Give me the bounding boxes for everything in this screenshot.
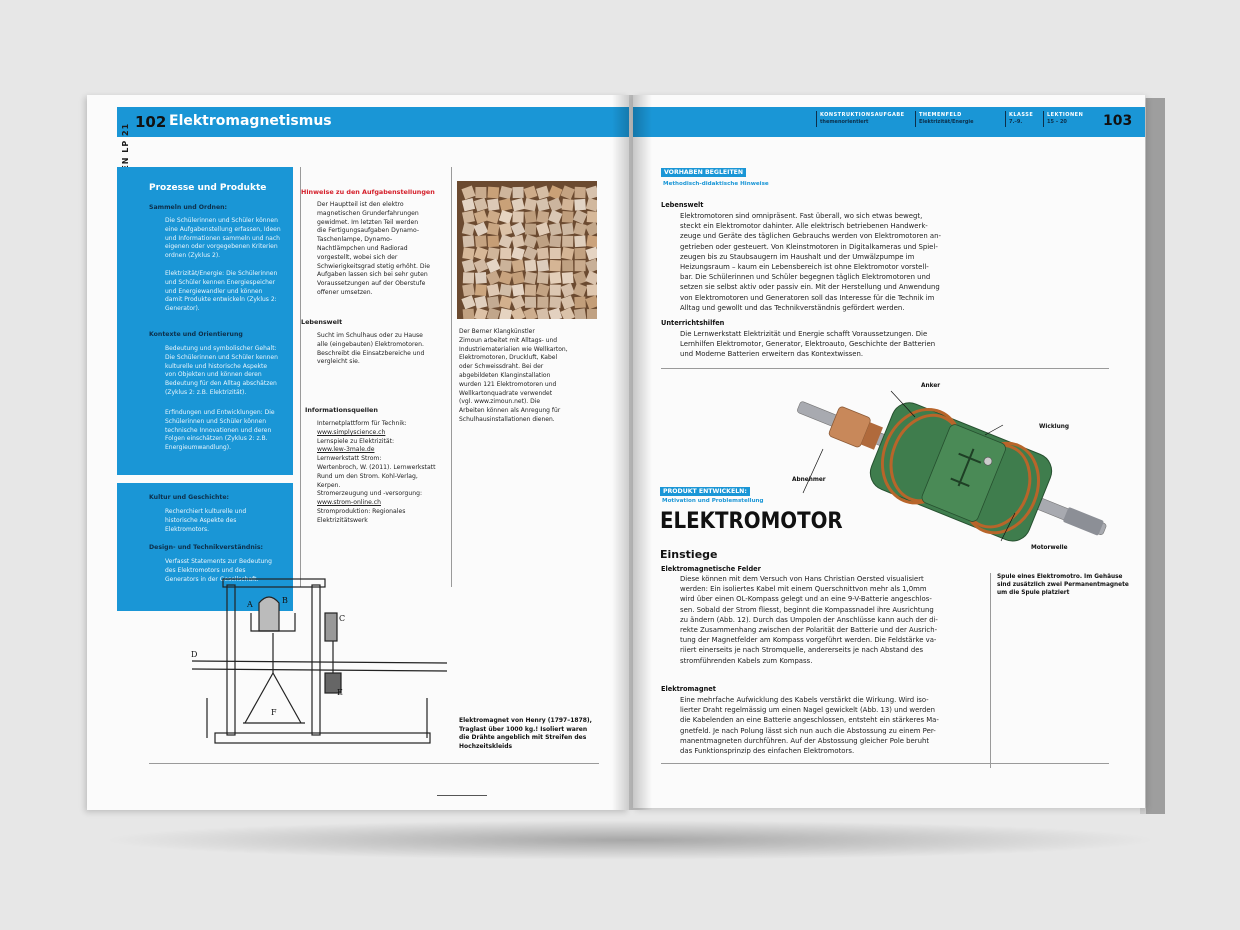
- cardboard-square: [474, 247, 488, 261]
- cardboard-square: [549, 296, 561, 308]
- cardboard-square: [573, 283, 587, 297]
- cardboard-square: [562, 260, 573, 271]
- cardboard-square: [486, 271, 501, 286]
- cardboard-square: [574, 248, 585, 259]
- cardboard-square: [461, 295, 475, 309]
- engraving-letter: B: [282, 596, 288, 605]
- mosaic-caption: Der Berner Klangkünstler Zimoun arbeitet mit Alltags- und Industriematerialien wie Wellkarton, Elektromotoren, Druckluft, Kabel oder Schweissdraht. Bei der abgebildeten Klanginstallation wurden 121 Elektromotoren und Wellkartonquadrate verwendet (vgl. www.zimoun.net). Die Arbeiten können als Anregung für Schulhausinstallationen dienen.: [459, 328, 568, 423]
- cardboard-square: [550, 260, 562, 272]
- cardboard-square: [462, 259, 475, 272]
- cardboard-square: [574, 297, 586, 309]
- felder-text: Diese können mit dem Versuch von Hans Christian Oersted visualisiert werden: Ein isoliertes Kabel mit einem Querschnittvon mehr als 1,0mm wird über einen OL-Kompass gelegt und an eine 9-V-Batterie angeschlos- sen. Sobald der Strom fliesst, beginnt die Kompassnadel ihre Ausrichtung zu ändern (Abb. 12). Durch das Umpolen der Anschlüsse kann auch der di- rekte Zusammenhang zwischen der Polarität der Batterie und der Ausrich- tung der Magnetfelder am Kompass vorgeführt werden. Die Feldstärke va- riiert einerseits je nach Stromquelle, andererseits je nach Abstand des stromführenden Kabels zum Kompass.: [680, 575, 938, 665]
- cardboard-square: [524, 234, 538, 248]
- cardboard-square: [525, 297, 536, 308]
- unterricht-heading: Unterrichtshilfen: [661, 319, 725, 327]
- cardboard-square: [511, 307, 526, 319]
- page-number: 102: [135, 113, 167, 131]
- cardboard-square: [475, 187, 486, 198]
- column-divider: [990, 573, 991, 768]
- cardboard-square: [525, 284, 537, 296]
- vorhaben-label: VORHABEN BEGLEITEN: [661, 168, 746, 177]
- header-tag: KLASSE 7.–9.: [1009, 112, 1034, 125]
- henry-electromagnet-engraving: [187, 573, 457, 773]
- cardboard-square: [474, 210, 488, 224]
- left-page-header: [117, 107, 629, 137]
- info-text: Internetplattform für Technik: www.simplyscience.ch Lernspiele zu Elektrizität: www.lew-3male.de Lernwerkstatt Strom: Wertenbroch, W. (2011). Lernwerkstatt Rund um den Strom. Kohl-Verlag, Kerpen. Stromerzeugung und -versorgung: www.strom-online.ch Stromproduktion: Regionales Elektrizitätswerk: [317, 420, 436, 524]
- cardboard-square: [524, 198, 537, 211]
- cardboard-square: [585, 259, 597, 273]
- cardboard-square: [561, 185, 575, 199]
- cardboard-square: [574, 199, 586, 211]
- cardboard-square: [537, 247, 549, 259]
- motor-caption: Spule eines Elektromotro. Im Gehäuse sind zusätzlich zwei Permanentmagnete um die Spule platziert: [997, 574, 1129, 596]
- section-text: Erfindungen und Entwicklungen: Die Schülerinnen und Schüler können technische Innovationen und deren Folgen einschätzen (Zyklus 2: z.B. Energieumwandlung).: [165, 409, 275, 452]
- page-number: 103: [1103, 113, 1133, 129]
- cardboard-square: [550, 285, 561, 296]
- label-motorwelle: Motorwelle: [1031, 545, 1068, 551]
- book-cover-edge: [1145, 98, 1165, 814]
- cardboard-square: [463, 309, 475, 319]
- cardboard-square: [562, 199, 574, 211]
- cardboard-square: [511, 247, 525, 261]
- cardboard-square: [536, 198, 549, 211]
- cardboard-square: [474, 308, 488, 319]
- cardboard-square: [561, 283, 575, 297]
- cardboard-square: [562, 272, 574, 284]
- vorhaben-sub: Methodisch-didaktische Hinweise: [663, 181, 769, 187]
- engraving-letter: D: [191, 650, 198, 659]
- label-anker: Anker: [921, 383, 941, 389]
- section-text: Elektrizität/Energie: Die Schülerinnen und Schüler kennen Energiespeicher und Energiewandler und können damit Produkte entwickeln (Zyklus 2: Generator).: [165, 270, 278, 313]
- cardboard-square: [462, 198, 475, 211]
- link-strom-online[interactable]: www.strom-online.ch: [317, 499, 381, 507]
- section-text: Die Schülerinnen und Schüler können eine Aufgabenstellung erfassen, Ideen und Informationen sammeln und nach eigenen oder vorgegebenen Kriterien ordnen (Zyklus 2).: [165, 217, 281, 260]
- cardboard-square: [585, 295, 597, 309]
- column-divider: [451, 167, 452, 587]
- section-text: Bedeutung und symbolischer Gehalt: Die Schülerinnen und Schüler kennen kulturelle und historische Aspekte von Objekten und können deren Bedeutung für den Alltag abschätzen (Zyklus 2: z.B. Elektrizität).: [165, 345, 278, 396]
- cardboard-square: [550, 248, 561, 259]
- cardboard-square: [487, 187, 499, 199]
- electromotor-photo: [783, 383, 1123, 563]
- cardboard-square: [549, 223, 562, 236]
- tag-divider: [915, 111, 916, 127]
- page-title: Elektromagnetismus: [169, 113, 332, 129]
- mosaic-photo: [457, 181, 597, 319]
- cardboard-square: [524, 186, 538, 200]
- cardboard-square: [574, 235, 586, 247]
- cardboard-square: [487, 223, 500, 236]
- info-heading: Informationsquellen: [305, 406, 378, 414]
- engraving-letter: C: [339, 614, 346, 623]
- bottom-rule: [661, 763, 1109, 764]
- cardboard-square: [499, 186, 512, 199]
- cardboard-square: [562, 236, 573, 247]
- cardboard-square: [548, 210, 562, 224]
- cardboard-square: [487, 284, 500, 297]
- cardboard-square: [548, 185, 562, 199]
- competence-box: [117, 167, 293, 475]
- cardboard-square: [511, 222, 526, 237]
- cardboard-square: [585, 271, 597, 285]
- cardboard-square: [574, 308, 587, 319]
- cardboard-square: [586, 186, 597, 200]
- cardboard-square: [573, 222, 586, 235]
- header-tag: KONSTRUKTIONSAUFGABE themenorientiert: [820, 112, 905, 125]
- cardboard-square: [536, 308, 549, 319]
- cardboard-square: [562, 211, 574, 223]
- cardboard-square: [586, 235, 597, 247]
- cardboard-square: [586, 247, 597, 261]
- cardboard-square: [536, 186, 550, 200]
- cardboard-square: [536, 283, 550, 297]
- cardboard-square: [499, 234, 513, 248]
- cardboard-square: [561, 295, 575, 309]
- engraving-letter: E: [337, 688, 343, 697]
- cardboard-square: [586, 198, 597, 212]
- felder-heading: Elektromagnetische Felder: [661, 565, 761, 573]
- header-tag: LEKTIONEN 15 – 20: [1047, 112, 1084, 125]
- header-tag: THEMENFELD Elektrizität/Energie: [919, 112, 974, 125]
- cardboard-square: [525, 224, 536, 235]
- engraving-caption: Elektromagnet von Henry (1797–1878), Traglast über 1000 kg.! Isoliert waren die Drähte angeblich mit Streifen des Hochzeitskleids: [459, 717, 592, 750]
- cardboard-square: [524, 260, 536, 272]
- cardboard-square: [487, 198, 499, 210]
- cardboard-square: [487, 247, 500, 260]
- competence-heading: Prozesse und Produkte: [149, 183, 267, 193]
- cardboard-square: [462, 222, 475, 235]
- cardboard-square: [524, 211, 536, 223]
- cardboard-square: [536, 222, 550, 236]
- cardboard-square: [488, 236, 500, 248]
- cardboard-square: [511, 198, 524, 211]
- cardboard-square: [549, 272, 561, 284]
- cardboard-square: [474, 222, 489, 237]
- cardboard-square: [512, 284, 525, 297]
- magnet-heading: Elektromagnet: [661, 685, 716, 693]
- cardboard-square: [549, 235, 561, 247]
- cardboard-square: [461, 185, 475, 199]
- tag-divider: [1043, 111, 1044, 127]
- cardboard-square: [573, 210, 588, 225]
- cardboard-square: [587, 309, 597, 319]
- cardboard-square: [512, 211, 523, 222]
- cardboard-square: [462, 284, 475, 297]
- unterricht-text: Die Lernwerkstatt Elektrizität und Energie schafft Voraussetzungen. Die Lernhilfen Elektromotor, Generator, Elektroauto, Geschichte der Batterien und Moderne Batterien erweitern das Kontextwissen.: [680, 330, 936, 359]
- section-title: Design- und Technikverständnis:: [149, 544, 264, 551]
- cardboard-square: [499, 308, 512, 319]
- cardboard-square: [536, 234, 550, 248]
- tag-divider: [816, 111, 817, 127]
- cardboard-square: [587, 211, 597, 223]
- cardboard-square: [462, 247, 474, 259]
- cardboard-square: [548, 308, 562, 319]
- cardboard-square: [585, 222, 597, 237]
- right-page-header: [633, 107, 1145, 137]
- cardboard-square: [475, 272, 487, 284]
- cardboard-square: [486, 258, 501, 273]
- cardboard-square: [513, 187, 524, 198]
- cardboard-square: [512, 259, 525, 272]
- section-title: Kultur und Geschichte:: [149, 494, 230, 501]
- cardboard-square: [500, 260, 512, 272]
- book-shadow: [100, 820, 1160, 860]
- einstiege-heading: Einstiege: [660, 548, 718, 561]
- cardboard-square: [523, 307, 537, 319]
- cardboard-square: [523, 246, 537, 260]
- produkt-label: PRODUKT ENTWICKELN:: [660, 487, 750, 496]
- cardboard-square: [487, 296, 499, 308]
- cardboard-square: [486, 210, 500, 224]
- engraving-letter: F: [271, 708, 277, 717]
- cardboard-square: [512, 271, 525, 284]
- section-title: Sammeln und Ordnen:: [149, 204, 228, 211]
- hints-heading: Hinweise zu den Aufgabenstellungen: [301, 188, 435, 196]
- cardboard-square: [574, 187, 585, 198]
- cardboard-square: [511, 295, 525, 309]
- cardboard-square: [475, 235, 487, 247]
- cardboard-square: [462, 210, 475, 223]
- cardboard-square: [499, 222, 512, 235]
- cardboard-square: [463, 235, 475, 247]
- hints-text: Der Hauptteil ist den elektro magnetischen Grunderfahrungen gewidmet. Im letzten Teil werden die Fertigungsaufgaben Dynamo- Taschenlampe, Dynamo- Nachtlämpchen und Radiorad vorgestellt, wobei sich der Schwierigkeitsgrad stetig erhöht. Die Aufgaben lassen sich bei sehr guten Voraussetzungen auf der Oberstufe offener umsetzen.: [317, 201, 431, 296]
- label-wicklung: Wicklung: [1039, 424, 1070, 430]
- section-title: Kontexte und Orientierung: [149, 331, 243, 338]
- lebenswelt-heading: Lebenswelt: [661, 201, 704, 209]
- cardboard-square: [587, 284, 597, 296]
- cardboard-square: [575, 260, 586, 271]
- column-divider: [300, 167, 301, 587]
- magnet-text: Eine mehrfache Aufwicklung des Kabels verstärkt die Wirkung. Wird iso- lierter Draht regelmässig um einen Nagel gewickelt (Abb. 13) und werden die Kabelenden an eine Batterie angeschlossen, entsteht ein stärkeres Ma- gnetfeld. Je nach Polung lässt sich nun auch die Abstossung zu einem Per- manentmagneten durchführen. Auf der Abstossung gleicher Pole beruht das Funktionsprinzip des einfachen Elektromotors.: [680, 696, 939, 756]
- cardboard-square: [499, 198, 512, 211]
- cardboard-square: [573, 271, 587, 285]
- bottom-rule: [149, 763, 599, 764]
- section-rule: [661, 368, 1109, 369]
- label-abnehmer: Abnehmer: [792, 477, 826, 483]
- link-simplyscience[interactable]: www.simplyscience.ch: [317, 428, 386, 436]
- cardboard-square: [499, 284, 512, 297]
- tag-divider: [1005, 111, 1006, 127]
- link-lew[interactable]: www.lew-3male.de: [317, 446, 375, 454]
- cardboard-square: [537, 272, 549, 284]
- lebenswelt-heading: Lebenswelt: [301, 318, 343, 326]
- cardboard-square: [560, 307, 575, 319]
- cardboard-square: [524, 271, 537, 284]
- cardboard-square: [537, 259, 549, 271]
- right-page: [633, 95, 1145, 808]
- cardboard-square: [537, 297, 548, 308]
- section-text: Verfasst Statements zur Bedeutung des Elektromotors und des Generators in der Gesellschaft.: [165, 558, 272, 583]
- cardboard-square: [486, 308, 500, 319]
- cardboard-square: [475, 284, 487, 296]
- cardboard-square: [474, 258, 489, 273]
- engraving-letter: A: [247, 600, 253, 609]
- section-text: Recherchiert kulturelle und historische Aspekte des Elektromotors.: [165, 508, 247, 533]
- cardboard-square: [548, 197, 562, 211]
- produkt-sub: Motivation und Problemstellung: [662, 498, 764, 504]
- cardboard-square: [512, 235, 525, 248]
- cardboard-square: [499, 296, 512, 309]
- lebenswelt-text: Elektromotoren sind omnipräsent. Fast überall, wo sich etwas bewegt, steckt ein Elektromotor dahinter. Alle elektrisch betriebenen Handwerk- zeuge und Geräte des täglichen Gebrauchs werden von Elektromotoren an- getrieben oder gesteuert. Von Kleinstmotoren in Digitalkameras und Spiel- zeugen bis zu Staubsaugern im Haushalt und der Umwälzpumpe im Heizungsraum – kaum ein Lebensbereich ist ohne Elektromotor vorstell- bar. Die Schülerinnen und Schüler begegnen täglich Elektromotoren und setzen sie selbst aktiv oder passiv ein. Mit der Herstellung und Anwendung von Elektromotoren und Generatoren soll das Interesse für die Technik im Alltag und gewollt und das Technikverständnis gefördert werden.: [680, 212, 941, 312]
- lebenswelt-text: Sucht im Schulhaus oder zu Hause alle (eingebauten) Elektromotoren. Beschreibt die Einsatzbereiche und vergleicht sie.: [317, 332, 425, 366]
- left-page: [87, 95, 629, 810]
- cardboard-square: [500, 248, 511, 259]
- cardboard-square: [561, 223, 573, 235]
- cardboard-square: [537, 211, 550, 224]
- cardboard-square: [463, 272, 474, 283]
- main-title: ELEKTROMOTOR: [660, 509, 843, 534]
- page-marker: [437, 795, 487, 796]
- cardboard-square: [474, 198, 488, 212]
- cardboard-square: [561, 247, 574, 260]
- cardboard-square: [499, 271, 513, 285]
- cardboard-square: [499, 210, 513, 224]
- cardboard-square: [474, 296, 487, 309]
